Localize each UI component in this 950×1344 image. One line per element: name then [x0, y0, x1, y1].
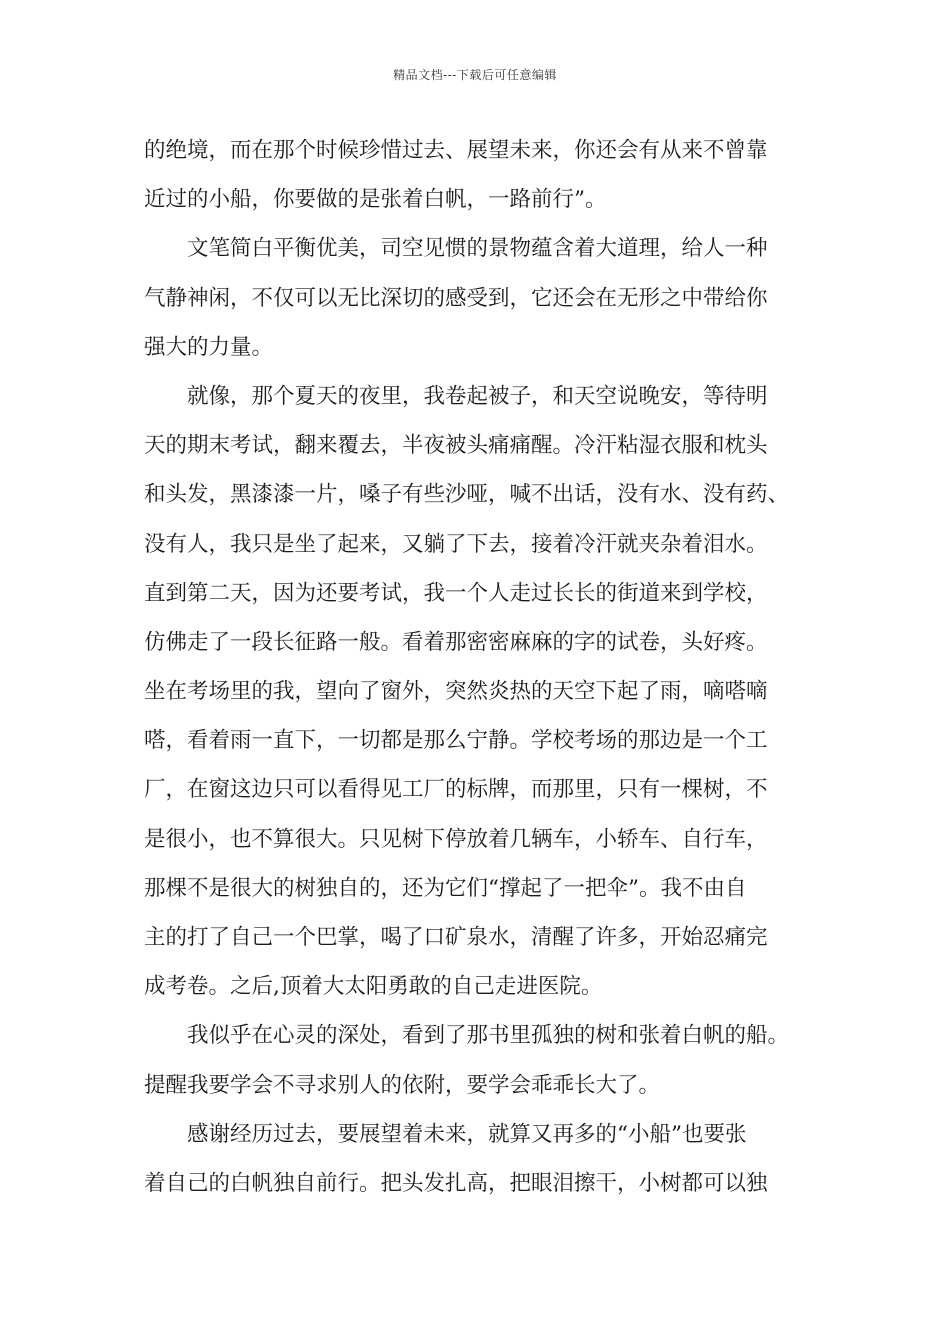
text-line: 着自己的白帆独自前行。把头发扎高，把眼泪擦干，小树都可以独	[144, 1170, 768, 1196]
text-line: 的绝境，而在那个时候珍惜过去、展望未来，你还会有从来不曾靠	[144, 138, 768, 163]
text-line: 气静神闲，不仅可以无比深切的感受到，它还会在无形之中带给你	[144, 285, 768, 311]
text-line: 嗒，看着雨一直下，一切都是那么宁静。学校考场的那边是一个工	[144, 728, 768, 754]
text-line: 和头发，黑漆漆一片，嗓子有些沙哑，喊不出话，没有水、没有药、	[144, 482, 790, 508]
page-header: 精品文档---下载后可任意编辑	[393, 68, 557, 82]
text-line: 天的期末考试，翻来覆去，半夜被头痛痛醒。冷汗粘湿衣服和枕头	[144, 433, 768, 459]
text-line: 我似乎在心灵的深处，看到了那书里孤独的树和张着白帆的船。	[144, 1023, 790, 1049]
text-line: 直到第二天，因为还要考试，我一个人走过长长的街道来到学校，	[144, 580, 768, 606]
text-line: 坐在考场里的我，望向了窗外，突然炎热的天空下起了雨，嘀嗒嘀	[144, 679, 768, 705]
text-line: 文笔简白平衡优美，司空见惯的景物蕴含着大道理，给人一种	[144, 236, 768, 262]
text-line: 厂，在窗这边只可以看得见工厂的标牌，而那里，只有一棵树，不	[144, 777, 768, 803]
text-line: 没有人，我只是坐了起来，又躺了下去，接着冷汗就夹杂着泪水。	[144, 531, 768, 557]
text-line: 是很小，也不算很大。只见树下停放着几辆车，小轿车、自行车，	[144, 826, 768, 852]
text-line: 成考卷。之后,顶着大太阳勇敢的自己走进医院。	[144, 974, 603, 1000]
text-line: 就像，那个夏天的夜里，我卷起被子，和天空说晚安，等待明	[144, 383, 768, 409]
text-line: 提醒我要学会不寻求别人的依附，要学会乖乖长大了。	[144, 1072, 661, 1098]
text-line: 感谢经历过去，要展望着未来，就算又再多的“小船”也要张	[144, 1121, 747, 1147]
text-line: 仿佛走了一段长征路一般。看着那密密麻麻的字的试卷，头好疼。	[144, 629, 768, 655]
text-line: 主的打了自己一个巴掌，喝了口矿泉水，清醒了许多，开始忍痛完	[144, 925, 768, 950]
text-line: 那棵不是很大的树独自的，还为它们“撑起了一把伞”。我不由自	[144, 875, 747, 901]
text-line: 强大的力量。	[144, 334, 274, 360]
body-text	[144, 126, 824, 1208]
text-line: 近过的小船，你要做的是张着白帆，一路前行”。	[144, 187, 607, 213]
